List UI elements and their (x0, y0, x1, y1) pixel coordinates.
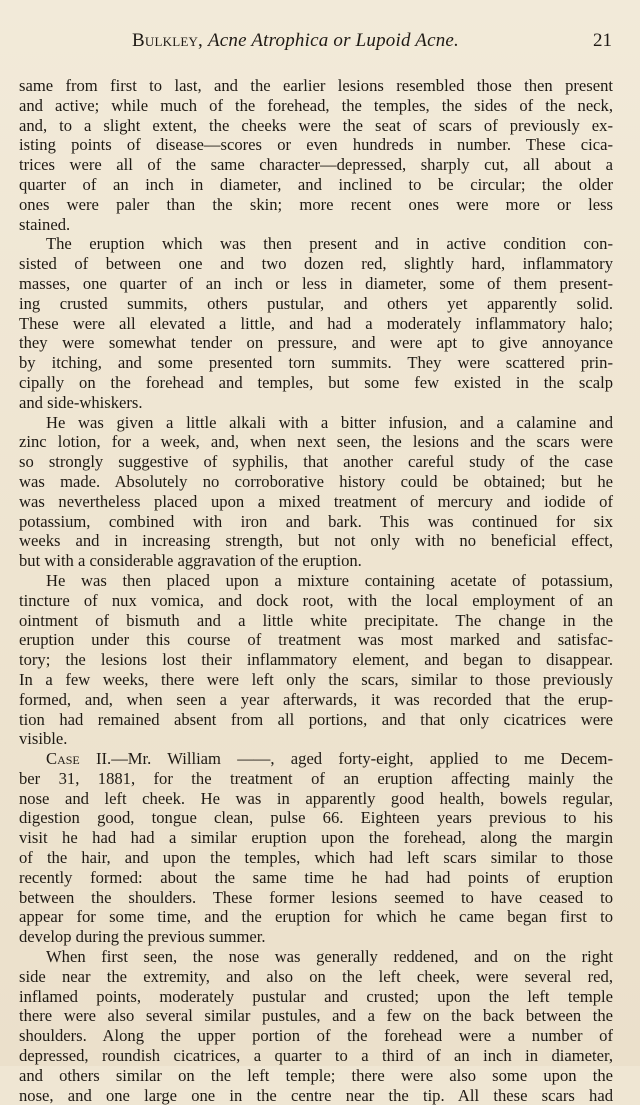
text-line: visible. (19, 729, 68, 749)
text-line: depressed, roundish cicatrices, a quarter to a third of an inch in diameter, (19, 1046, 613, 1066)
page-number: 21 (593, 30, 612, 51)
text-line: When first seen, the nose was generally reddened, and on the right (46, 947, 613, 967)
text-line: isting points of disease—scores or even hundreds in number. These cica- (19, 135, 613, 155)
text-line: stained. (19, 214, 71, 234)
case-label: Case II. (46, 749, 112, 769)
running-head (0, 30, 640, 56)
text-line: but with a considerable aggravation of the eruption. (19, 551, 362, 571)
text-line: and others similar on the left temple; there were also some upon the (19, 1065, 613, 1085)
text-line: ing crusted summits, others pustular, and others yet apparently solid. (19, 293, 613, 313)
text-line: by itching, and some presented torn summits. They were scattered prin- (19, 353, 613, 373)
text-line: ones were paler than the skin; more recent ones were more or less (19, 194, 613, 214)
text-line: recently formed: about the same time he had had points of eruption (19, 867, 613, 887)
body-text (19, 76, 613, 1105)
text-line: and active; while much of the forehead, the temples, the sides of the neck, (19, 95, 613, 115)
text-line: digestion good, tongue clean, pulse 66. Eighteen years previous to his (19, 808, 613, 828)
text-line: tincture of nux vomica, and dock root, with the local employment of an (19, 590, 613, 610)
text-line: sisted of between one and two dozen red, slightly hard, inflammatory (19, 254, 613, 274)
text-line: cipally on the forehead and temples, but some few existed in the scalp (19, 372, 613, 392)
text-line: quarter of an inch in diameter, and inclined to be circular; the older (19, 174, 613, 194)
text-line: nose and left cheek. He was in apparently good health, bowels regular, (19, 788, 613, 808)
text-line: and side-whiskers. (19, 392, 143, 412)
text-line: of the hair, and upon the temples, which had left scars similar to those (19, 848, 613, 868)
text-line: inflamed points, moderately pustular and crusted; upon the left temple (19, 986, 613, 1006)
text-line: Case II.—Mr. William ——, aged forty-eight, applied to me Decem- (46, 749, 613, 769)
text-line: These were all elevated a little, and had a moderately inflammatory halo; (19, 313, 613, 333)
text-line: In a few weeks, there were left only the scars, similar to those previously (19, 669, 613, 689)
text-line: so strongly suggestive of syphilis, that another careful study of the case (19, 452, 613, 472)
text-line: potassium, combined with iron and bark. This was continued for six (19, 511, 613, 531)
text-line: He was then placed upon a mixture containing acetate of potassium, (46, 570, 613, 590)
text-line: develop during the previous summer. (19, 927, 266, 947)
text-line: nose, and one large one in the centre near the tip. All these scars had (19, 1085, 613, 1105)
text-line: side near the extremity, and also on the left cheek, were several red, (19, 966, 613, 986)
text-line: visit he had had a similar eruption upon the forehead, along the margin (19, 828, 613, 848)
text-line: ber 31, 1881, for the treatment of an eruption affecting mainly the (19, 768, 613, 788)
running-head-article-title: Acne Atrophica or Lupoid Acne. (207, 30, 460, 51)
running-head-author: Bulkley, (132, 30, 204, 51)
text-line: there were also several similar pustules, and a few on the back between the (19, 1006, 613, 1026)
text-line: ointment of bismuth and a little white precipitate. The change in the (19, 610, 613, 630)
text-line: formed, and, when seen a year afterwards, it was recorded that the erup- (19, 689, 613, 709)
text-line: they were somewhat tender on pressure, and were apt to give annoyance (19, 333, 613, 353)
text-line: zinc lotion, for a week, and, when next seen, the lesions and the scars were (19, 432, 613, 452)
text-line: The eruption which was then present and in active condition con- (46, 234, 613, 254)
text-line: masses, one quarter of an inch or less in diameter, some of them present- (19, 273, 613, 293)
text-line: trices were all of the same character—depressed, sharply cut, all about a (19, 155, 613, 175)
text-line: weeks and in increasing strength, but not only with no beneficial effect, (19, 531, 613, 551)
text-line: was nevertheless placed upon a mixed treatment of mercury and iodide of (19, 491, 613, 511)
text-line: and, to a slight extent, the cheeks were the seat of scars of previously ex- (19, 115, 613, 135)
text-line: same from first to last, and the earlier lesions resembled those then present (19, 76, 613, 95)
text-line: appear for some time, and the eruption for which he came began first to (19, 907, 613, 927)
text-line: tion had remained absent from all portions, and that only cicatrices were (19, 709, 613, 729)
text-line: eruption under this course of treatment was most marked and satisfac- (19, 630, 613, 650)
running-head-title (132, 30, 459, 52)
text-line: He was given a little alkali with a bitter infusion, and a calamine and (46, 412, 613, 432)
text-line: between the shoulders. These former lesions seemed to have ceased to (19, 887, 613, 907)
text-line: shoulders. Along the upper portion of the forehead were a number of (19, 1026, 613, 1046)
text-line: tory; the lesions lost their inflammatory element, and began to disappear. (19, 650, 613, 670)
text-line: was made. Absolutely no corroborative history could be obtained; but he (19, 471, 613, 491)
